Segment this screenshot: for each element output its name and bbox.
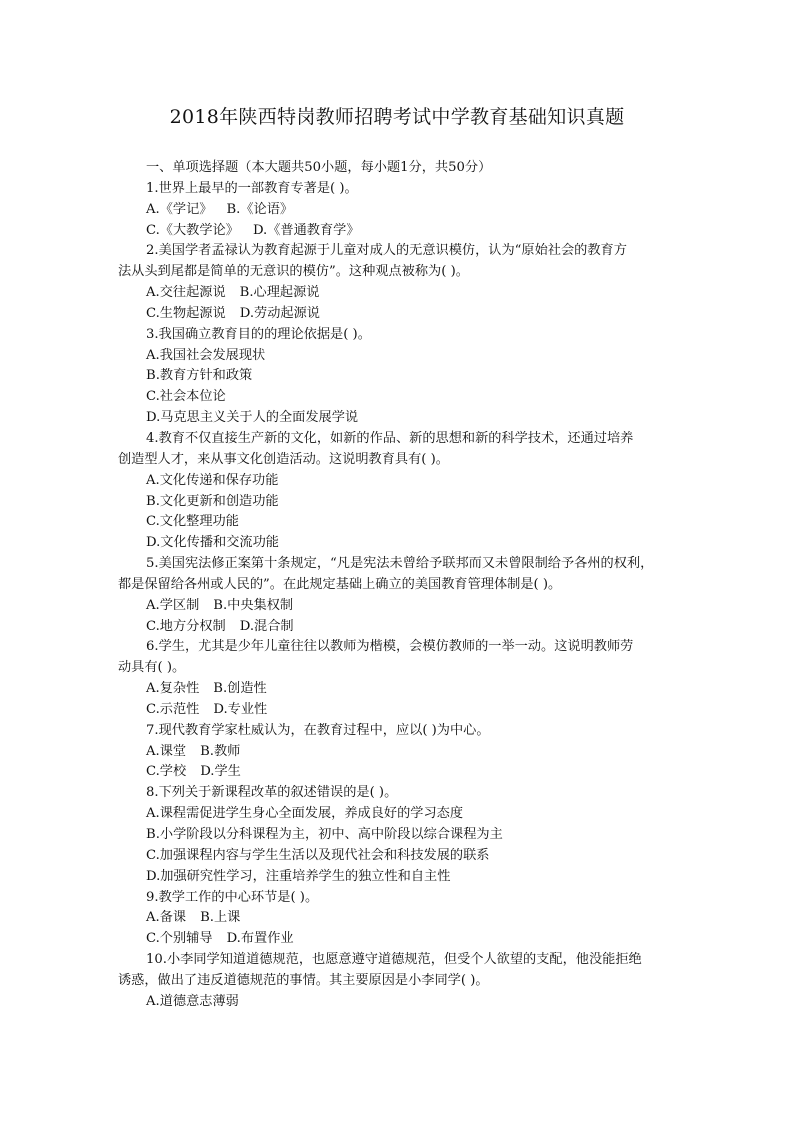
document-body [118, 158, 678, 1013]
answer-option: B.小学阶段以分科课程为主，初中、高中阶段以综合课程为主 [146, 827, 503, 842]
answer-option: C.学校 [146, 764, 187, 780]
answer-option-row [118, 846, 678, 867]
answer-option: D.学生 [200, 764, 241, 780]
answer-option: A.备课 [146, 910, 187, 926]
answer-option-row [118, 366, 678, 387]
answer-options-row [118, 200, 678, 221]
answer-option: B.创造性 [213, 681, 267, 697]
question-text: 2.美国学者孟禄认为教育起源于儿童对成人的无意识模仿，认为“原始社会的教育方 [146, 243, 627, 259]
question-text: 7.现代教育学家杜威认为，在教育过程中，应以( )为中心。 [146, 722, 490, 738]
question-text: 5.美国宪法修正案第十条规定，“凡是宪法未曾给予联邦而又未曾限制给予各州的权利， [146, 556, 654, 572]
question-line [118, 554, 678, 575]
answer-option: D.马克思主义关于人的全面发展学说 [146, 410, 359, 426]
answer-option-row [118, 512, 678, 533]
question-line [118, 241, 678, 262]
answer-option-row [118, 867, 678, 888]
question-line [118, 637, 678, 658]
question-text: 创造型人才，来从事文化创造活动。这说明教育具有( )。 [118, 451, 449, 467]
answer-options-row [118, 700, 678, 721]
question-text: 6.学生，尤其是少年儿童往往以教师为楷模，会模仿教师的一举一动。这说明教师劳 [146, 639, 634, 655]
answer-option: A.道德意志薄弱 [146, 993, 239, 1009]
answer-option-row [118, 825, 678, 846]
answer-options-row [118, 221, 678, 242]
answer-option: C.生物起源说 [146, 305, 226, 321]
answer-option: C.加强课程内容与学生生活以及现代社会和科技发展的联系 [146, 847, 490, 863]
answer-option: B.《论语》 [226, 201, 294, 217]
question-text: 都是保留给各州或人民的”。在此规定基础上确立的美国教育管理体制是( )。 [118, 576, 562, 592]
answer-options-row [118, 283, 678, 304]
answer-option-row [118, 408, 678, 429]
answer-option-row [118, 471, 678, 492]
answer-option: D.《普通教育学》 [252, 222, 360, 238]
answer-options-row [118, 908, 678, 929]
answer-option: A.我国社会发展现状 [146, 347, 266, 363]
answer-option-row [118, 992, 678, 1013]
answer-option: B.上课 [200, 910, 241, 926]
answer-option: B.教育方针和政策 [146, 368, 253, 384]
answer-option: B.中央集权制 [213, 597, 294, 613]
answer-options-row [118, 762, 678, 783]
answer-options-row [118, 596, 678, 617]
answer-options-row [118, 617, 678, 638]
answer-options-row [118, 679, 678, 700]
question-continuation-line [118, 658, 678, 679]
answer-option-row [118, 804, 678, 825]
question-text: 9.教学工作的中心环节是( )。 [146, 889, 319, 905]
answer-option: D.加强研究性学习，注重培养学生的独立性和自主性 [146, 868, 451, 884]
question-line [118, 325, 678, 346]
answer-option: C.个别辅导 [146, 931, 213, 947]
answer-option: D.文化传播和交流功能 [146, 535, 279, 551]
question-line [118, 179, 678, 200]
answer-option: A.学区制 [146, 597, 200, 613]
answer-option: B.文化更新和创造功能 [146, 493, 279, 509]
question-continuation-line [118, 262, 678, 283]
question-text: 法从头到尾都是简单的无意识的模仿”。这种观点被称为( )。 [118, 264, 469, 280]
question-text: 动具有( )。 [118, 660, 186, 676]
question-continuation-line [118, 575, 678, 596]
answer-option: D.混合制 [239, 618, 294, 634]
section-heading: 一、单项选择题（本大题共50小题，每小题1分，共50分） [146, 160, 492, 175]
question-text: 诱惑，做出了违反道德规范的事情。其主要原因是小李同学( )。 [118, 972, 489, 988]
answer-option: D.布置作业 [226, 931, 294, 947]
answer-option: C.文化整理功能 [146, 514, 239, 530]
answer-option-row [118, 492, 678, 513]
answer-options-row [118, 929, 678, 950]
answer-option-row [118, 533, 678, 554]
question-line [118, 888, 678, 909]
question-line [118, 783, 678, 804]
answer-option: C.示范性 [146, 701, 200, 717]
answer-options-row [118, 742, 678, 763]
question-line [118, 950, 678, 971]
answer-option: A.复杂性 [146, 681, 200, 697]
question-text: 8.下列关于新课程改革的叙述错误的是( )。 [146, 785, 398, 801]
answer-option: B.教师 [200, 743, 241, 759]
answer-option: C.地方分权制 [146, 618, 226, 634]
answer-option: A.文化传递和保存功能 [146, 472, 279, 488]
question-continuation-line [118, 971, 678, 992]
answer-option: A.课程需促进学生身心全面发展，养成良好的学习态度 [146, 806, 464, 822]
answer-option: C.《大教学论》 [146, 222, 239, 238]
question-text: 1.世界上最早的一部教育专著是( )。 [146, 180, 358, 196]
answer-option: D.劳动起源说 [239, 305, 320, 321]
answer-option: B.心理起源说 [239, 285, 320, 301]
question-line [118, 429, 678, 450]
answer-option: A.课堂 [146, 743, 187, 759]
question-text: 4.教育不仅直接生产新的文化，如新的作品、新的思想和新的科学技术，还通过培养 [146, 430, 634, 446]
document-title: 2018年陕西特岗教师招聘考试中学教育基础知识真题 [169, 106, 625, 128]
answer-option-row [118, 387, 678, 408]
answer-option: A.《学记》 [146, 201, 213, 217]
question-text: 3.我国确立教育目的的理论依据是( )。 [146, 326, 371, 342]
answer-options-row [118, 304, 678, 325]
question-text: 10.小李同学知道道德规范，也愿意遵守道德规范，但受个人欲望的支配，他没能拒绝 [146, 952, 642, 968]
question-line [118, 721, 678, 742]
question-continuation-line [118, 450, 678, 471]
answer-option: C.社会本位论 [146, 389, 226, 405]
answer-option: A.交往起源说 [146, 285, 226, 301]
answer-option: D.专业性 [213, 701, 268, 717]
answer-option-row [118, 346, 678, 367]
